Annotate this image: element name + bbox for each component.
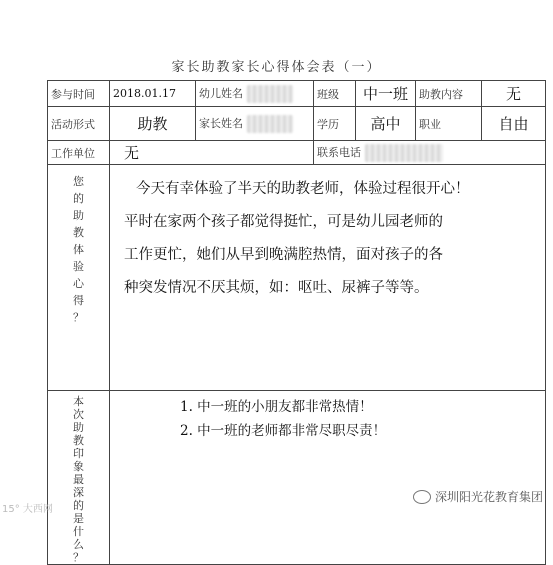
experience-line: 工作更忙，她们从早到晚满腔热情，面对孩子的各 — [124, 247, 443, 263]
row-time — [48, 81, 546, 107]
row-work — [48, 141, 546, 165]
child-name-label: 幼儿姓名 — [199, 86, 243, 100]
work-label: 工作单位 — [48, 141, 110, 165]
parent-name-label: 家长姓名 — [199, 116, 243, 130]
row-experience — [48, 165, 546, 391]
parent-name-redacted — [247, 115, 293, 133]
time-label: 参与时间 — [48, 81, 110, 107]
impression-line: 1. 中一班的小朋友都非常热情！ — [180, 399, 373, 415]
child-name-redacted — [247, 85, 293, 103]
education-value: 高中 — [356, 107, 416, 141]
education-label: 学历 — [314, 107, 356, 141]
form-label: 活动形式 — [48, 107, 110, 141]
job-label: 职业 — [416, 107, 482, 141]
impression-text — [110, 391, 546, 565]
class-label: 班级 — [314, 81, 356, 107]
source-mark: 15° 大西网 — [2, 504, 53, 515]
class-value: 中一班 — [356, 81, 416, 107]
row-form — [48, 107, 546, 141]
parent-name-cell — [196, 107, 314, 141]
time-value: 2018.01.17 — [110, 81, 196, 107]
wechat-icon — [413, 490, 431, 504]
content-value: 无 — [482, 81, 546, 107]
row-impression — [48, 391, 546, 565]
impression-label: 本 次 助 教 印 象 最 深 的 是 什 么 ？ — [48, 391, 110, 565]
watermark — [413, 488, 543, 505]
experience-line: 今天有幸体验了半天的助教老师，体验过程很开心！ — [136, 181, 470, 197]
impression-line: 2. 中一班的老师都非常尽职尽责！ — [180, 423, 387, 439]
job-value: 自由 — [482, 107, 546, 141]
experience-line: 平时在家两个孩子都觉得挺忙，可是幼儿园老师的 — [124, 214, 443, 230]
child-name-cell — [196, 81, 314, 107]
form-value: 助教 — [110, 107, 196, 141]
form-title: 家长助教家长心得体会表（一） — [171, 60, 382, 75]
watermark-text: 深圳阳光花教育集团 — [434, 490, 543, 504]
content-label: 助教内容 — [416, 81, 482, 107]
phone-redacted — [365, 144, 443, 162]
experience-line: 种突发情况不厌其烦，如：呕吐、尿裤子等等。 — [124, 280, 429, 296]
experience-text — [110, 165, 546, 391]
experience-label: 您 的 助 教 体 验 心 得 ？ — [48, 165, 110, 391]
phone-cell — [314, 141, 546, 165]
work-value: 无 — [110, 141, 314, 165]
phone-label: 联系电话 — [317, 145, 361, 159]
